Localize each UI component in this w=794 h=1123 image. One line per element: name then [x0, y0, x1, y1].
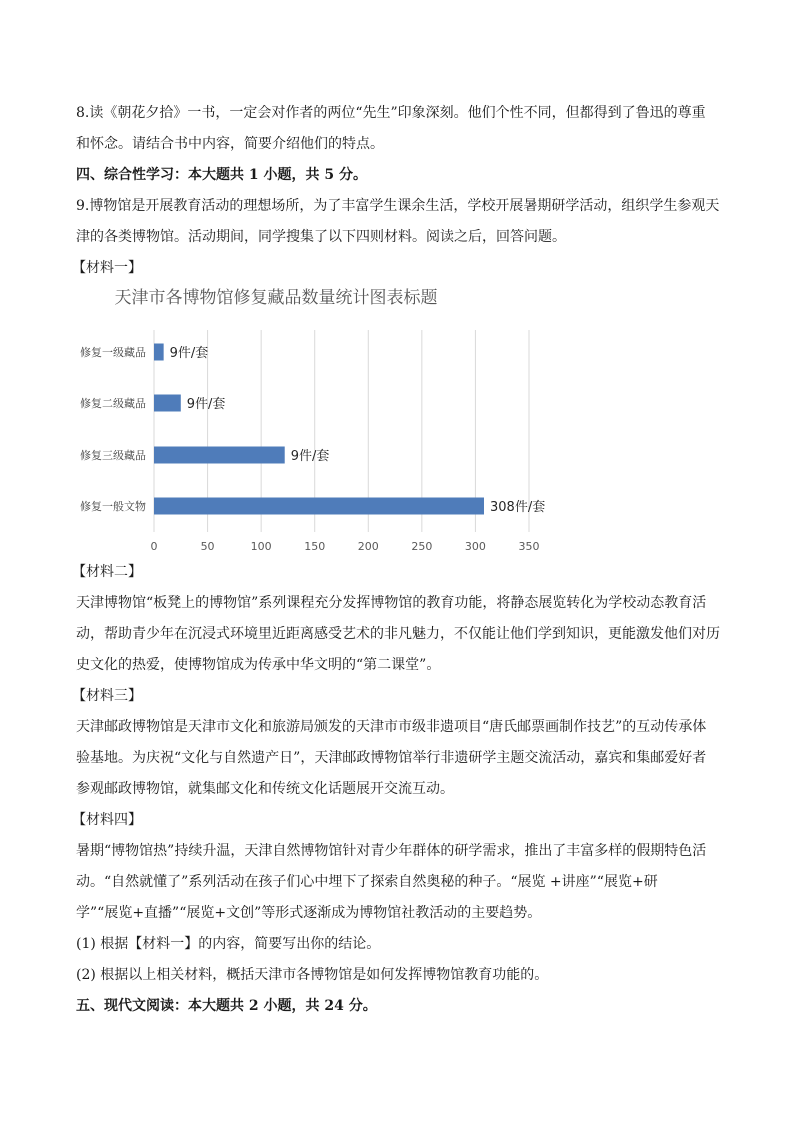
x-tick-label: 50 [200, 540, 215, 553]
material1-label: 【材料一】 [72, 260, 142, 276]
q8-line2: 和怀念。请结合书中内容，简要介绍他们的特点。 [76, 136, 384, 152]
x-tick-label: 300 [464, 540, 486, 553]
material3-label: 【材料三】 [72, 688, 142, 704]
material4-label: 【材料四】 [72, 812, 142, 828]
x-tick-label: 0 [150, 540, 158, 553]
material3-line3: 参观邮政博物馆，就集邮文化和传统文化话题展开交流互动。 [76, 781, 454, 797]
data-label: 308件/套 [490, 500, 546, 515]
data-label: 9件/套 [290, 449, 330, 464]
x-tick-label: 350 [518, 540, 540, 553]
category-label: 修复一般文物 [80, 500, 146, 513]
section5-heading: 五、现代文阅读：本大题共 2 小题，共 24 分。 [76, 998, 377, 1014]
material4-line1: 暑期“博物馆热”持续升温，天津自然博物馆针对青少年群体的研学需求，推出了丰富多样的假期特色活 [76, 843, 707, 859]
category-label: 修复三级藏品 [80, 449, 146, 462]
data-label: 9件/套 [186, 397, 226, 412]
material4-line2: 动。“自然就懂了”系列活动在孩子们心中埋下了探索自然奥秘的种子。“展览 +讲座”“展览+研 [76, 874, 658, 890]
section4-heading: 四、综合性学习：本大题共 1 小题，共 5 分。 [76, 167, 367, 183]
x-tick-label: 100 [250, 540, 272, 553]
q9-line1: 9.博物馆是开展教育活动的理想场所，为了丰富学生课余生活，学校开展暑期研学活动，组织学生参观天 [76, 198, 720, 214]
q9-line2: 津的各类博物馆。活动期间，同学搜集了以下四则材料。阅读之后，回答问题。 [76, 229, 566, 245]
material3-line1: 天津邮政博物馆是天津市文化和旅游局颁发的天津市市级非遗项目“唐氏邮票画制作技艺”的互动传承体 [76, 719, 707, 735]
q8-line1: 8.读《朝花夕拾》一书，一定会对作者的两位“先生”印象深刻。他们个性不同，但都得到了鲁迅的尊重 [76, 105, 706, 121]
question2: (2) 根据以上相关材料，概括天津市各博物馆是如何发挥博物馆教育功能的。 [76, 967, 549, 983]
x-tick-label: 150 [304, 540, 326, 553]
bar [154, 395, 181, 412]
category-label: 修复一级藏品 [80, 346, 146, 359]
question1: (1) 根据【材料一】的内容，简要写出你的结论。 [76, 936, 381, 952]
material2-line3: 史文化的热爱，使博物馆成为传承中华文明的“第二课堂”。 [76, 657, 441, 673]
chart-title: 天津市各博物馆修复藏品数量统计图表标题 [114, 288, 438, 308]
material4-line3: 学”“展览+直播”“展览+文创”等形式逐渐成为博物馆社教活动的主要趋势。 [76, 905, 542, 921]
x-tick-label: 200 [357, 540, 379, 553]
bar [154, 447, 285, 464]
data-label: 9件/套 [169, 346, 209, 361]
category-label: 修复二级藏品 [80, 397, 146, 410]
material2-line1: 天津博物馆“板凳上的博物馆”系列课程充分发挥博物馆的教育功能，将静态展览转化为学校动态教育活 [76, 595, 707, 611]
material3-line2: 验基地。为庆祝“文化与自然遗产日”，天津邮政博物馆举行非遗研学主题交流活动，嘉宾和集邮爱好者 [76, 750, 707, 766]
x-tick-label: 250 [411, 540, 433, 553]
material2-label: 【材料二】 [72, 564, 142, 580]
bar [154, 344, 164, 361]
bar [154, 498, 484, 515]
material2-line2: 动，帮助青少年在沉浸式环境里近距离感受艺术的非凡魅力，不仅能让他们学到知识，更能激发他们对历 [76, 626, 720, 642]
